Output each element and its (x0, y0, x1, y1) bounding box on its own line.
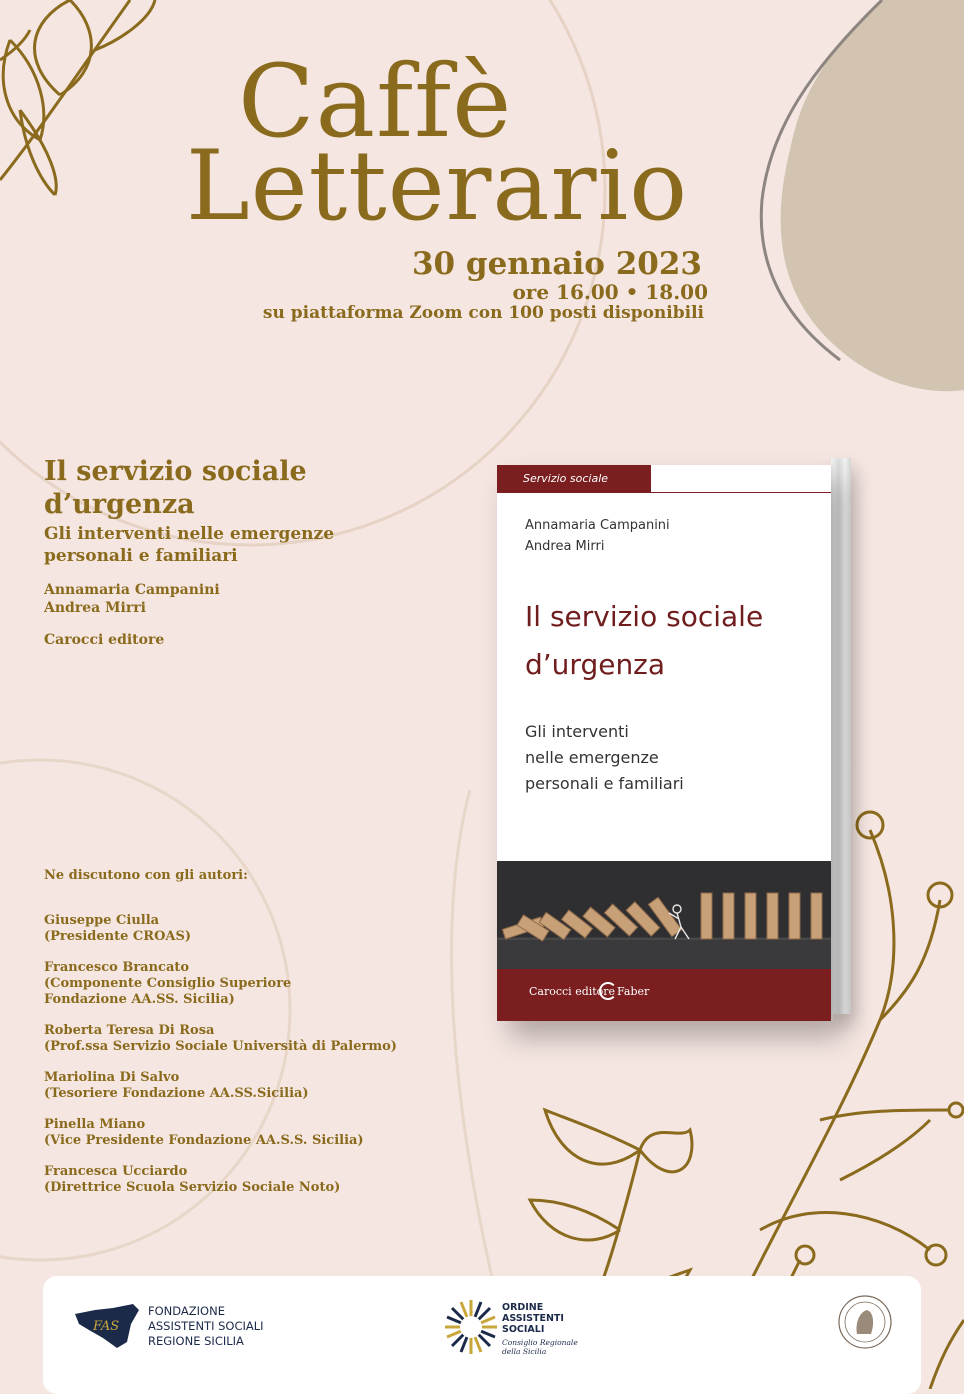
event-title-line1: Caffè (238, 43, 513, 160)
fas-logo-line: FONDAZIONE (148, 1304, 225, 1318)
cover-subtitle-line: Gli interventi (525, 722, 629, 741)
book-cover-title (525, 593, 763, 689)
speaker-name: Francesco Brancato (44, 960, 190, 975)
speaker-role: Fondazione AA.SS. Sicilia) (44, 992, 235, 1007)
book-authors (44, 581, 374, 617)
cover-author: Andrea Mirri (525, 539, 605, 554)
sponsor-logos (43, 1276, 921, 1394)
cover-author: Annamaria Campanini (525, 518, 670, 533)
event-title-line2: Letterario (186, 130, 689, 242)
speaker-item (44, 1023, 464, 1055)
book-series-label: Servizio sociale (497, 465, 651, 493)
fas-logo-line: ASSISTENTI SOCIALI (148, 1319, 264, 1333)
speaker-name: Pinella Miano (44, 1117, 146, 1132)
speaker-name: Mariolina Di Salvo (44, 1070, 180, 1085)
leaf-branch-top-left (0, 0, 155, 195)
faber-logo-icon (599, 982, 617, 1000)
oas-logo-text (502, 1302, 578, 1356)
domino-illustration (497, 861, 831, 969)
svg-text:FAS: FAS (93, 1319, 120, 1334)
book-subtitle: Gli interventi nelle emergenze personali e familiari (44, 524, 335, 566)
speaker-role: (Componente Consiglio Superiore (44, 976, 292, 991)
oas-name-line: ORDINE (502, 1302, 544, 1313)
divider (651, 492, 831, 493)
speaker-role: (Prof.ssa Servizio Sociale Università di Palermo) (44, 1039, 397, 1054)
domino-photo (497, 861, 831, 969)
oas-sunburst-icon (443, 1296, 499, 1358)
book-cover-subtitle (525, 719, 684, 797)
cover-title-line: Il servizio sociale (525, 600, 764, 633)
cover-subtitle-line: nelle emergenze (525, 748, 659, 767)
book-cover-image (497, 465, 831, 1021)
fas-logo-text (148, 1304, 264, 1349)
cover-publisher: Carocci editore (529, 985, 616, 998)
speaker-role: (Direttrice Scuola Servizio Sociale Noto) (44, 1180, 341, 1195)
fas-logo-line: REGIONE SICILIA (148, 1334, 244, 1348)
book-spine (831, 458, 851, 1014)
book-title: Il servizio sociale d’urgenza (44, 456, 307, 520)
discussants-section (44, 868, 464, 1211)
speaker-item (44, 1117, 464, 1149)
speaker-item (44, 1164, 464, 1196)
event-platform: su piattaforma Zoom con 100 posti disponibili (262, 303, 704, 323)
cover-imprint: Faber (617, 985, 650, 998)
oas-sub-line: Consiglio Regionale (502, 1338, 578, 1347)
oas-name-line: ASSISTENTI (502, 1313, 564, 1324)
event-time: ore 16.00 • 18.00 (512, 280, 708, 304)
author-name: Andrea Mirri (44, 600, 146, 616)
book-publisher: Carocci editore (44, 632, 165, 648)
sicily-map-icon (73, 1300, 141, 1350)
oas-name-line: SOCIALI (502, 1324, 545, 1335)
cover-subtitle-line: personali e familiari (525, 774, 684, 793)
speaker-role: (Presidente CROAS) (44, 929, 192, 944)
speaker-name: Roberta Teresa Di Rosa (44, 1023, 215, 1038)
book-cover-authors (525, 515, 670, 557)
speaker-role: (Tesoriere Fondazione AA.SS.Sicilia) (44, 1086, 309, 1101)
cover-title-line: d’urgenza (525, 648, 666, 681)
author-name: Annamaria Campanini (44, 582, 220, 598)
book-cover-footer (497, 969, 831, 1021)
seal-icon (837, 1294, 893, 1350)
event-date: 30 gennaio 2023 (411, 246, 702, 282)
speaker-name: Francesca Ucciardo (44, 1164, 188, 1179)
speaker-item (44, 1070, 464, 1102)
speaker-item (44, 913, 464, 945)
speaker-role: (Vice Presidente Fondazione AA.S.S. Sicilia) (44, 1133, 364, 1148)
speaker-item (44, 960, 464, 1008)
book-info (44, 455, 374, 648)
speaker-name: Giuseppe Ciulla (44, 913, 160, 928)
oas-sub-line: della Sicilia (502, 1347, 547, 1356)
discussants-intro: Ne discutono con gli autori: (44, 868, 248, 883)
